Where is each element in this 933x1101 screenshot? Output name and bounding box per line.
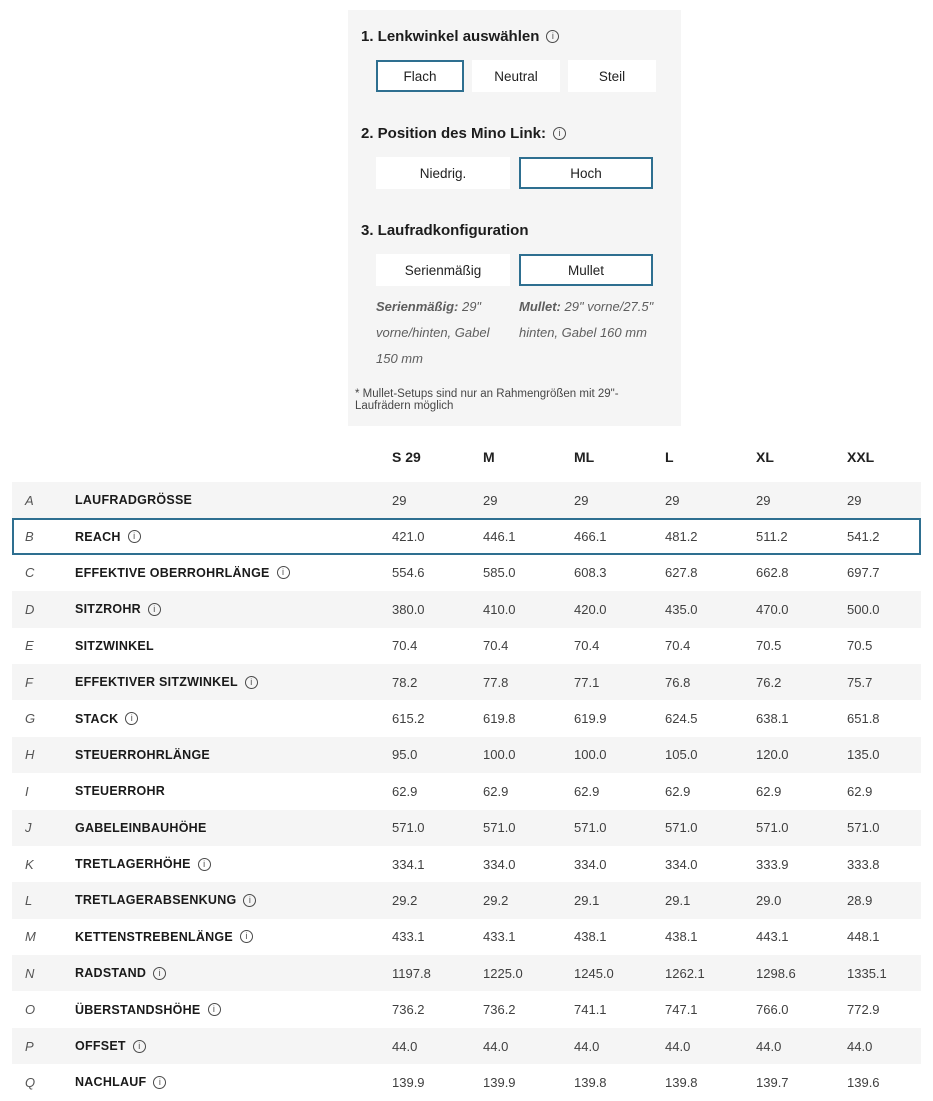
cell-value: 541.2 [847,529,880,545]
cell-value: 470.0 [756,601,789,617]
cell-value: 28.9 [847,892,873,908]
table-header-row [12,442,921,482]
cell-value: 62.9 [665,783,691,799]
cell-value: 62.9 [847,783,873,799]
row-letter: C [25,565,35,581]
description-text: 29" vorne/hinten, Gabel 150 mm [376,299,490,366]
column-header: S 29 [392,449,421,465]
row-label-text: REACH [75,529,121,544]
cell-value: 333.9 [756,856,789,872]
row-letter: L [25,892,33,908]
table-row-c[interactable] [12,555,921,591]
table-row-h[interactable] [12,737,921,773]
mullet-description [519,294,667,372]
info-icon[interactable]: i [245,676,258,689]
cell-value: 466.1 [574,529,607,545]
section-title [361,28,681,45]
table-row-o[interactable] [12,991,921,1027]
mullet-footnote: * Mullet-Setups sind nur an Rahmengrößen mit 29"-Laufrädern möglich [355,388,619,412]
row-label-text: TRETLAGERABSENKUNG [75,893,237,908]
row-label [75,1075,392,1089]
row-label [75,639,392,653]
cell-value: 1335.1 [847,965,887,981]
row-label-text: STEUERROHR [75,784,166,799]
row-letter: K [25,856,34,872]
cell-value: 29 [847,492,862,508]
row-letter: Q [25,1074,36,1090]
row-letter: D [25,601,35,617]
cell-value: 435.0 [665,601,698,617]
row-label [75,821,392,835]
row-label [75,493,392,507]
section-title [361,125,681,142]
row-label [75,1003,392,1017]
cell-value: 44.0 [665,1038,691,1054]
row-label-text: STEUERROHRLÄNGE [75,747,211,762]
row-label-text: NACHLAUF [75,1075,147,1090]
cell-value: 120.0 [756,747,789,763]
cell-value: 554.6 [392,565,425,581]
cell-value: 29.2 [483,892,509,908]
cell-value: 44.0 [574,1038,600,1054]
row-label [75,930,392,944]
cell-value: 29.0 [756,892,782,908]
laufrad-options [376,254,681,286]
cell-value: 334.0 [574,856,607,872]
row-letter: G [25,711,36,727]
table-body [12,482,921,1101]
cell-value: 481.2 [665,529,698,545]
cell-value: 448.1 [847,929,880,945]
cell-value: 736.2 [392,1002,425,1018]
option-descriptions [376,294,681,372]
cell-value: 380.0 [392,601,425,617]
row-label [75,566,392,580]
cell-value: 747.1 [665,1002,698,1018]
cell-value: 420.0 [574,601,607,617]
row-label [75,784,392,798]
row-label-text: OFFSET [75,1039,126,1054]
cell-value: 44.0 [756,1038,782,1054]
row-label-text: GABELEINBAUHÖHE [75,820,207,835]
section-title-text: 3. Laufradkonfiguration [361,222,529,239]
cell-value: 139.9 [483,1074,516,1090]
cell-value: 766.0 [756,1002,789,1018]
cell-value: 662.8 [756,565,789,581]
row-label [75,966,392,980]
row-letter: P [25,1038,34,1054]
cell-value: 70.4 [392,638,418,654]
row-letter: O [25,1002,36,1018]
cell-value: 446.1 [483,529,516,545]
row-letter: B [25,529,34,545]
cell-value: 421.0 [392,529,425,545]
serienmaessig-description [376,294,512,372]
info-icon[interactable]: i [148,603,161,616]
section-title [361,222,681,239]
cell-value: 638.1 [756,711,789,727]
cell-value: 78.2 [392,674,418,690]
cell-value: 334.0 [483,856,516,872]
table-row-n[interactable] [12,955,921,991]
row-label-text: STACK [75,711,119,726]
table-row-k[interactable] [12,846,921,882]
cell-value: 619.9 [574,711,607,727]
table-row-g[interactable] [12,700,921,736]
cell-value: 70.4 [574,638,600,654]
row-label [75,675,392,689]
cell-value: 139.8 [665,1074,698,1090]
cell-value: 433.1 [483,929,516,945]
cell-value: 70.5 [847,638,873,654]
cell-value: 334.1 [392,856,425,872]
table-row-l[interactable] [12,882,921,918]
column-header: XL [756,449,774,465]
cell-value: 571.0 [574,820,607,836]
description-lead: Mullet: [519,299,561,314]
table-row-d[interactable] [12,591,921,627]
cell-value: 75.7 [847,674,873,690]
description-lead: Serienmäßig: [376,299,459,314]
option-steil[interactable]: Steil [568,60,656,92]
column-header: L [665,449,674,465]
cell-value: 619.8 [483,711,516,727]
row-letter: F [25,674,33,690]
cell-value: 77.8 [483,674,509,690]
cell-value: 29 [756,492,771,508]
row-label-text: KETTENSTREBENLÄNGE [75,929,233,944]
cell-value: 139.8 [574,1074,607,1090]
cell-value: 62.9 [392,783,418,799]
cell-value: 1298.6 [756,965,796,981]
column-header: M [483,449,495,465]
info-icon[interactable]: i [277,566,290,579]
info-icon[interactable]: i [553,127,566,140]
cell-value: 100.0 [483,747,516,763]
cell-value: 438.1 [574,929,607,945]
info-icon[interactable]: i [198,858,211,871]
row-label [75,712,392,726]
section-mino-link [348,125,681,189]
configurator-panel [348,10,681,426]
cell-value: 76.8 [665,674,691,690]
option-neutral[interactable]: Neutral [472,60,560,92]
cell-value: 29 [665,492,680,508]
cell-value: 697.7 [847,565,880,581]
cell-value: 500.0 [847,601,880,617]
option-serienm-ig[interactable]: Serienmäßig [376,254,510,286]
row-label-text: ÜBERSTANDSHÖHE [75,1002,201,1017]
info-icon[interactable]: i [153,1076,166,1089]
cell-value: 443.1 [756,929,789,945]
cell-value: 100.0 [574,747,607,763]
cell-value: 571.0 [665,820,698,836]
cell-value: 511.2 [756,529,788,545]
row-letter: I [25,783,29,799]
cell-value: 29 [392,492,407,508]
section-lenkwinkel [348,28,681,92]
cell-value: 772.9 [847,1002,880,1018]
cell-value: 410.0 [483,601,516,617]
cell-value: 1197.8 [392,965,431,981]
cell-value: 95.0 [392,747,418,763]
cell-value: 741.1 [574,1002,607,1018]
cell-value: 29.2 [392,892,418,908]
cell-value: 571.0 [847,820,880,836]
cell-value: 62.9 [574,783,600,799]
table-row-i[interactable] [12,773,921,809]
cell-value: 571.0 [392,820,425,836]
cell-value: 76.2 [756,674,782,690]
cell-value: 70.5 [756,638,782,654]
cell-value: 139.9 [392,1074,425,1090]
cell-value: 29.1 [665,892,691,908]
cell-value: 1245.0 [574,965,614,981]
cell-value: 608.3 [574,565,607,581]
row-letter: E [25,638,34,654]
table-row-j[interactable] [12,810,921,846]
cell-value: 1225.0 [483,965,523,981]
cell-value: 62.9 [756,783,782,799]
lenkwinkel-options [376,60,681,92]
cell-value: 29 [483,492,498,508]
column-header: ML [574,449,595,465]
row-letter: A [25,492,34,508]
row-letter: M [25,929,36,945]
cell-value: 44.0 [392,1038,418,1054]
info-icon[interactable]: i [128,530,141,543]
description-text: 29" vorne/27.5" hinten, Gabel 160 mm [519,299,654,340]
table-row-p[interactable] [12,1028,921,1064]
cell-value: 29.1 [574,892,600,908]
info-icon[interactable]: i [208,1003,221,1016]
row-label-text: EFFEKTIVE OBERROHRLÄNGE [75,565,270,580]
cell-value: 615.2 [392,711,425,727]
cell-value: 135.0 [847,747,880,763]
cell-value: 334.0 [665,856,698,872]
cell-value: 70.4 [483,638,509,654]
row-label-text: RADSTAND [75,966,147,981]
row-label [75,857,392,871]
option-niedrig[interactable]: Niedrig. [376,157,510,189]
option-mullet[interactable]: Mullet [519,254,653,286]
row-label-text: SITZWINKEL [75,638,154,653]
cell-value: 333.8 [847,856,880,872]
info-icon[interactable]: i [133,1040,146,1053]
row-label [75,602,392,616]
mino-link-options [376,157,681,189]
table-row-e[interactable] [12,628,921,664]
row-label-text: TRETLAGERHÖHE [75,857,191,872]
cell-value: 585.0 [483,565,516,581]
cell-value: 651.8 [847,711,880,727]
row-letter: J [25,820,32,836]
option-hoch[interactable]: Hoch [519,157,653,189]
row-label [75,530,392,544]
table-row-m[interactable] [12,919,921,955]
cell-value: 105.0 [665,747,698,763]
row-label [75,1039,392,1053]
cell-value: 44.0 [483,1038,509,1054]
info-icon[interactable]: i [240,930,253,943]
cell-value: 139.7 [756,1074,789,1090]
section-title-text: 1. Lenkwinkel auswählen [361,28,540,45]
cell-value: 438.1 [665,929,698,945]
table-row-a[interactable] [12,482,921,518]
cell-value: 624.5 [665,711,698,727]
info-icon[interactable]: i [125,712,138,725]
cell-value: 62.9 [483,783,509,799]
cell-value: 1262.1 [665,965,705,981]
table-row-f[interactable] [12,664,921,700]
table-row-q[interactable] [12,1064,921,1100]
cell-value: 29 [574,492,589,508]
row-label [75,893,392,907]
info-icon[interactable]: i [153,967,166,980]
geometry-table [12,442,921,1101]
cell-value: 139.6 [847,1074,880,1090]
cell-value: 70.4 [665,638,691,654]
cell-value: 433.1 [392,929,425,945]
row-letter: N [25,965,35,981]
cell-value: 627.8 [665,565,698,581]
row-letter: H [25,747,35,763]
cell-value: 736.2 [483,1002,516,1018]
cell-value: 44.0 [847,1038,873,1054]
option-flach[interactable]: Flach [376,60,464,92]
cell-value: 571.0 [756,820,789,836]
table-row-b[interactable] [12,518,921,554]
info-icon[interactable]: i [546,30,559,43]
info-icon[interactable]: i [243,894,256,907]
section-title-text: 2. Position des Mino Link: [361,125,547,142]
row-label-text: SITZROHR [75,602,141,617]
row-label-text: EFFEKTIVER SITZWINKEL [75,675,238,690]
cell-value: 77.1 [574,674,600,690]
section-laufradkonfiguration [348,222,681,412]
column-header: XXL [847,449,875,465]
row-label [75,748,392,762]
row-label-text: LAUFRADGRÖSSE [75,493,193,508]
cell-value: 571.0 [483,820,516,836]
